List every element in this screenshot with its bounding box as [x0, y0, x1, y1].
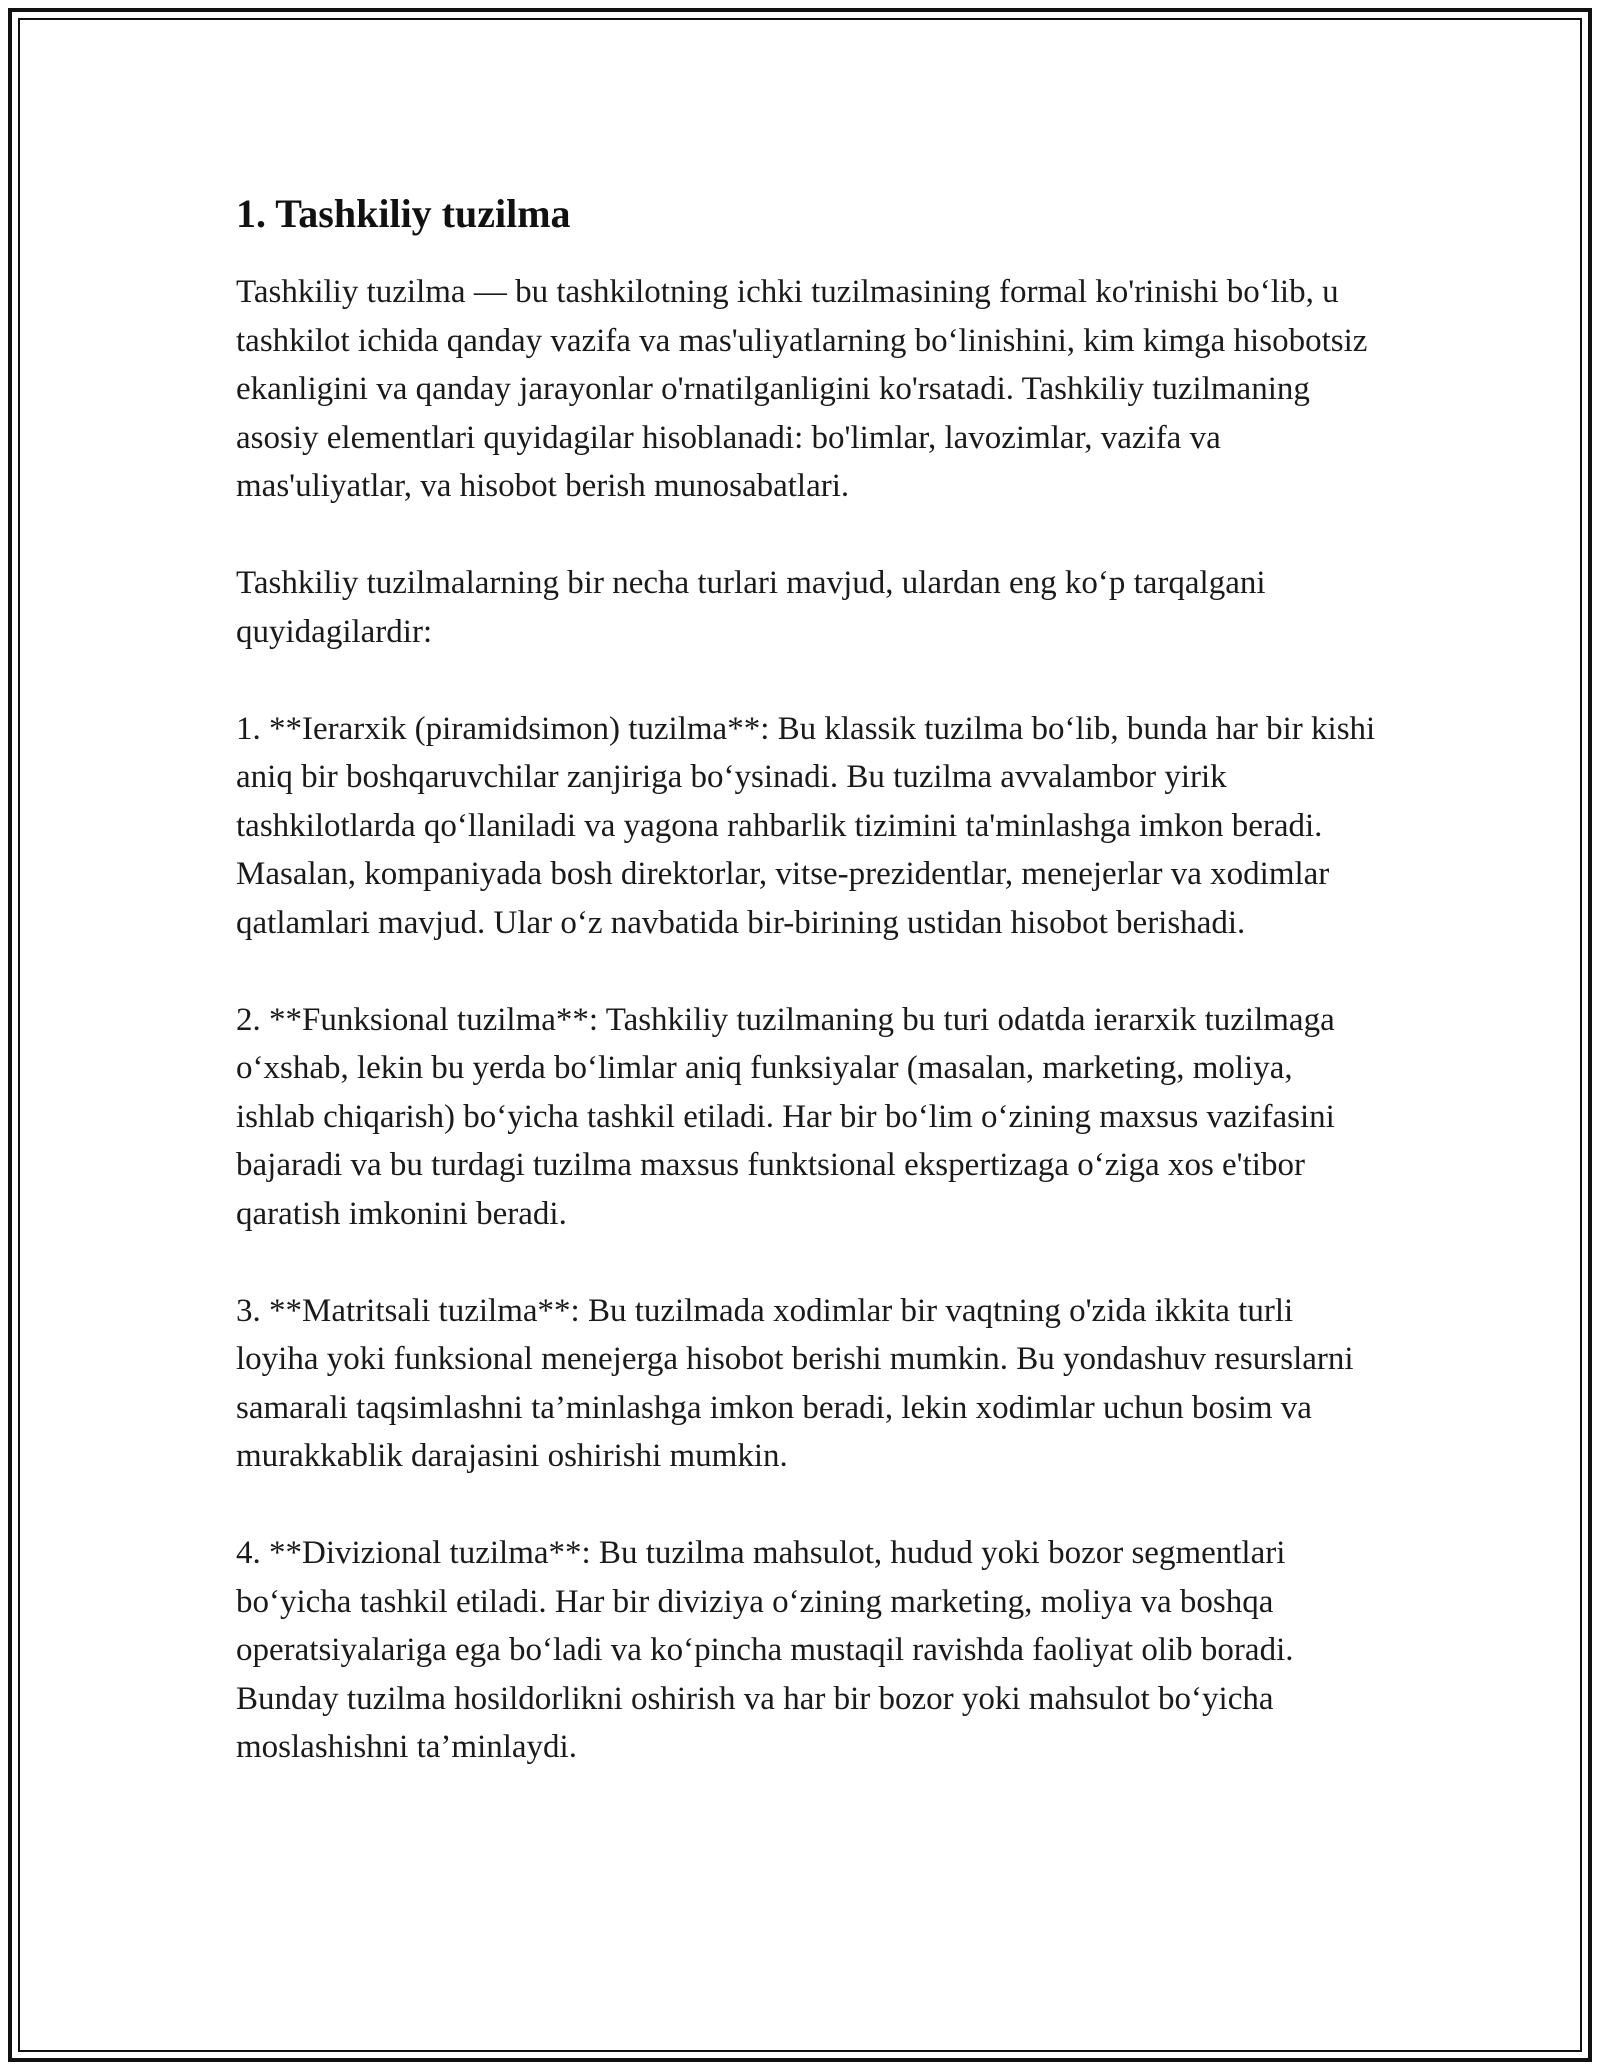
section-heading: 1. Tashkiliy tuzilma	[236, 191, 571, 236]
intro-paragraph: Tashkiliy tuzilma — bu tashkilotning ichki tuzilmasining formal ko'rinishi bo‘lib, u tashkilot ichida qanday vazifa va mas'uliyatlarning bo‘linishini, kim kimga hisobotsiz ekanligini va qanday jarayonlar o'rnatilganligini ko'rsatadi. Tashkiliy tuzilmaning asosiy elementlari quyidagilar hisoblanadi: bo'limlar, lavozimlar, vazifa va mas'uliyatlar, va hisobot berish munosabatlari.	[236, 274, 1368, 504]
list-item-functional: 2. **Funksional tuzilma**: Tashkiliy tuzilmaning bu turi odatda ierarxik tuzilmaga o‘xshab, lekin bu yerda bo‘limlar aniq funksiyalar (masalan, marketing, moliya, ishlab chiqarish) bo‘yicha tashkil etiladi. Har bir bo‘lim o‘zining maxsus vazifasini bajaradi va bu turdagi tuzilma maxsus funktsional ekspertizaga o‘ziga xos e'tibor qaratish imkonini beradi.	[236, 1001, 1335, 1232]
list-item-hierarchical: 1. **Ierarxik (piramidsimon) tuzilma**: Bu klassik tuzilma bo‘lib, bunda har bir kishi aniq bir boshqaruvchilar zanjiriga bo‘ysinadi. Bu tuzilma avvalambor yirik tashkilotlarda qo‘llaniladi va yagona rahbarlik tizimini ta'minlashga imkon beradi. Masalan, kompaniyada bosh direktorlar, vitse-prezidentlar, menejerlar va xodimlar qatlamlari mavjud. Ular o‘z navbatida bir-birining ustidan hisobot berishadi.	[236, 710, 1376, 941]
document-body	[236, 190, 1376, 1820]
list-item-divisional: 4. **Divizional tuzilma**: Bu tuzilma mahsulot, hudud yoki bozor segmentlari bo‘yicha tashkil etiladi. Har bir diviziya o‘zining marketing, moliya va boshqa operatsiyalariga ega bo‘ladi va ko‘pincha mustaqil ravishda faoliyat olib boradi. Bunday tuzilma hosildorlikni oshirish va har bir bozor yoki mahsulot bo‘yicha moslashishni ta’minlaydi.	[236, 1535, 1294, 1765]
types-intro-paragraph: Tashkiliy tuzilmalarning bir necha turlari mavjud, ulardan eng ko‘p tarqalgani quyidagilardir:	[236, 565, 1266, 650]
list-item-matrix: 3. **Matritsali tuzilma**: Bu tuzilmada xodimlar bir vaqtning o'zida ikkita turli loyiha yoki funksional menejerga hisobot berishi mumkin. Bu yondashuv resurslarni samarali taqsimlashni ta’minlashga imkon beradi, lekin xodimlar uchun bosim va murakkablik darajasini oshirishi mumkin.	[236, 1292, 1354, 1474]
